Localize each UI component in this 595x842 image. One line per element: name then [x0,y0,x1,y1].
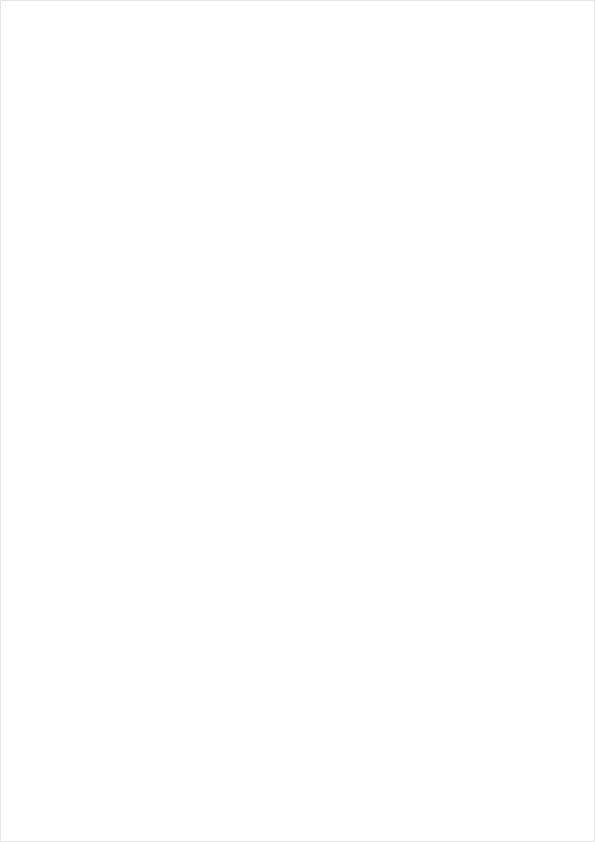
section-4-paragraph-1 [83,659,513,755]
section-1-paragraph-2 [83,229,513,287]
section-1-paragraph-1 [83,185,513,229]
section-3-paragraph-1 [83,531,513,611]
section-1-paragraph-4 [83,323,513,381]
section-1-paragraph-3 [83,295,513,323]
section-2-paragraph-1 [83,435,513,479]
